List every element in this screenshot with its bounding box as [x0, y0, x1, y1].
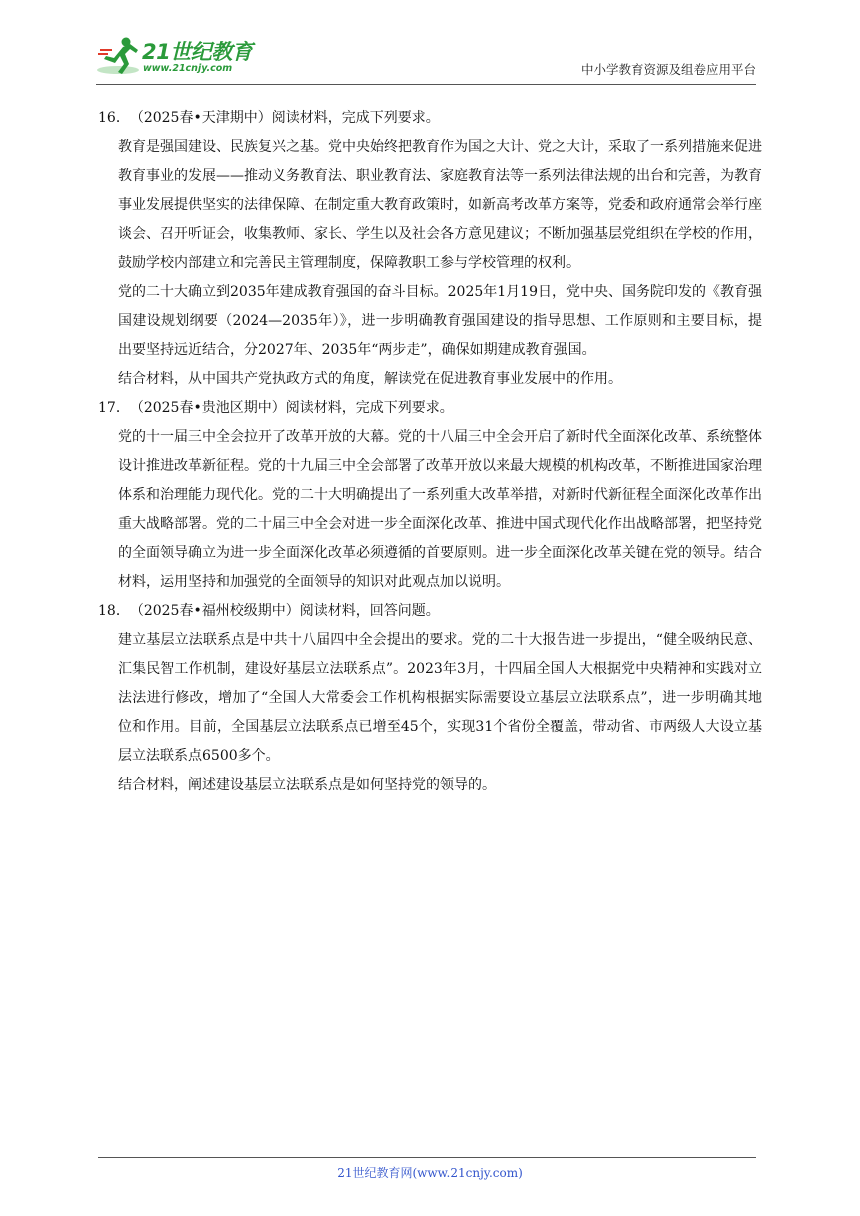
question-title: [98, 394, 762, 423]
logo-url: www.21cnjy.com: [143, 63, 233, 74]
question-prompt: 阅读材料，完成下列要求。: [271, 110, 440, 126]
logo-name: 21世纪教育: [142, 40, 253, 64]
header-platform-text: 中小学教育资源及组卷应用平台: [580, 62, 756, 77]
question-task: 结合材料，从中国共产党执政方式的角度，解读党在促进教育事业发展中的作用。: [118, 371, 622, 387]
material-paragraph: 党的二十大确立到2035年建成教育强国的奋斗目标。2025年1月19日，党中央、国务院印发的《教育强国建设规划纲要（2024—2035年）》，进一步明确教育强国建设的指导思想、工作原则和主要目标，提出要坚持远近结合，分2027年、2035年“两步走”，确保如期建成教育强国。: [118, 284, 762, 358]
question-prompt: 阅读材料，完成下列要求。: [285, 400, 454, 416]
question-prompt: 阅读材料，回答问题。: [299, 603, 440, 619]
question-source: （2025春•贵池区期中）: [129, 400, 286, 416]
question-source: （2025春•福州校级期中）: [129, 603, 300, 619]
question-task: 结合材料，阐述建设基层立法联系点是如何坚持党的领导的。: [118, 777, 496, 793]
question-number: 18．: [98, 603, 130, 619]
page-header: [96, 34, 756, 85]
question-title: [98, 597, 762, 626]
material-paragraph: 教育是强国建设、民族复兴之基。党中央始终把教育作为国之大计、党之大计，采取了一系列措施来促进教育事业的发展——推动义务教育法、职业教育法、家庭教育法等一系列法律法规的出台和完善，为教育事业发展提供坚实的法律保障、在制定重大教育政策时，如新高考改革方案等，党委和政府通常会举行座谈会、召开听证会，收集教师、家长、学生以及社会各方意见建议；不断加强基层党组织在学校的作用，鼓励学校内部建立和完善民主管理制度，保障教职工参与学校管理的权利。: [118, 139, 762, 271]
material-paragraph: 建立基层立法联系点是中共十八届四中全会提出的要求。党的二十大报告进一步提出，“健全吸纳民意、汇集民智工作机制，建设好基层立法联系点”。2023年3月，十四届全国人大根据党中央精神和实践对立法法进行修改，增加了“全国人大常委会工作机构根据实际需要设立基层立法联系点”，进一步明确其地位和作用。目前，全国基层立法联系点已增至45个，实现31个省份全覆盖，带动省、市两级人大设立基层立法联系点6500多个。: [118, 632, 762, 764]
running-figure-icon: [96, 34, 144, 78]
question-16: [98, 104, 762, 394]
question-18: [98, 597, 762, 800]
question-17: [98, 394, 762, 597]
question-number: 17．: [98, 400, 130, 416]
question-list: [98, 104, 762, 800]
footer-divider: [98, 1157, 756, 1158]
question-source: （2025春•天津期中）: [129, 110, 272, 126]
question-number: 16．: [98, 110, 130, 126]
material-paragraph: 党的十一届三中全会拉开了改革开放的大幕。党的十八届三中全会开启了新时代全面深化改革、系统整体设计推进改革新征程。党的十九届三中全会部署了改革开放以来最大规模的机构改革，不断推进国家治理体系和治理能力现代化。党的二十大明确提出了一系列重大改革举措，对新时代新征程全面深化改革作出重大战略部署。党的二十届三中全会对进一步全面深化改革、推进中国式现代化作出战略部署，把坚持党的全面领导确立为进一步全面深化改革必须遵循的首要原则。进一步全面深化改革关键在党的领导。结合材料，运用坚持和加强党的全面领导的知识对此观点加以说明。: [118, 429, 762, 590]
logo: [96, 34, 266, 80]
question-title: [98, 104, 762, 133]
footer-text: 21世纪教育网(www.21cnjy.com): [337, 1166, 523, 1180]
